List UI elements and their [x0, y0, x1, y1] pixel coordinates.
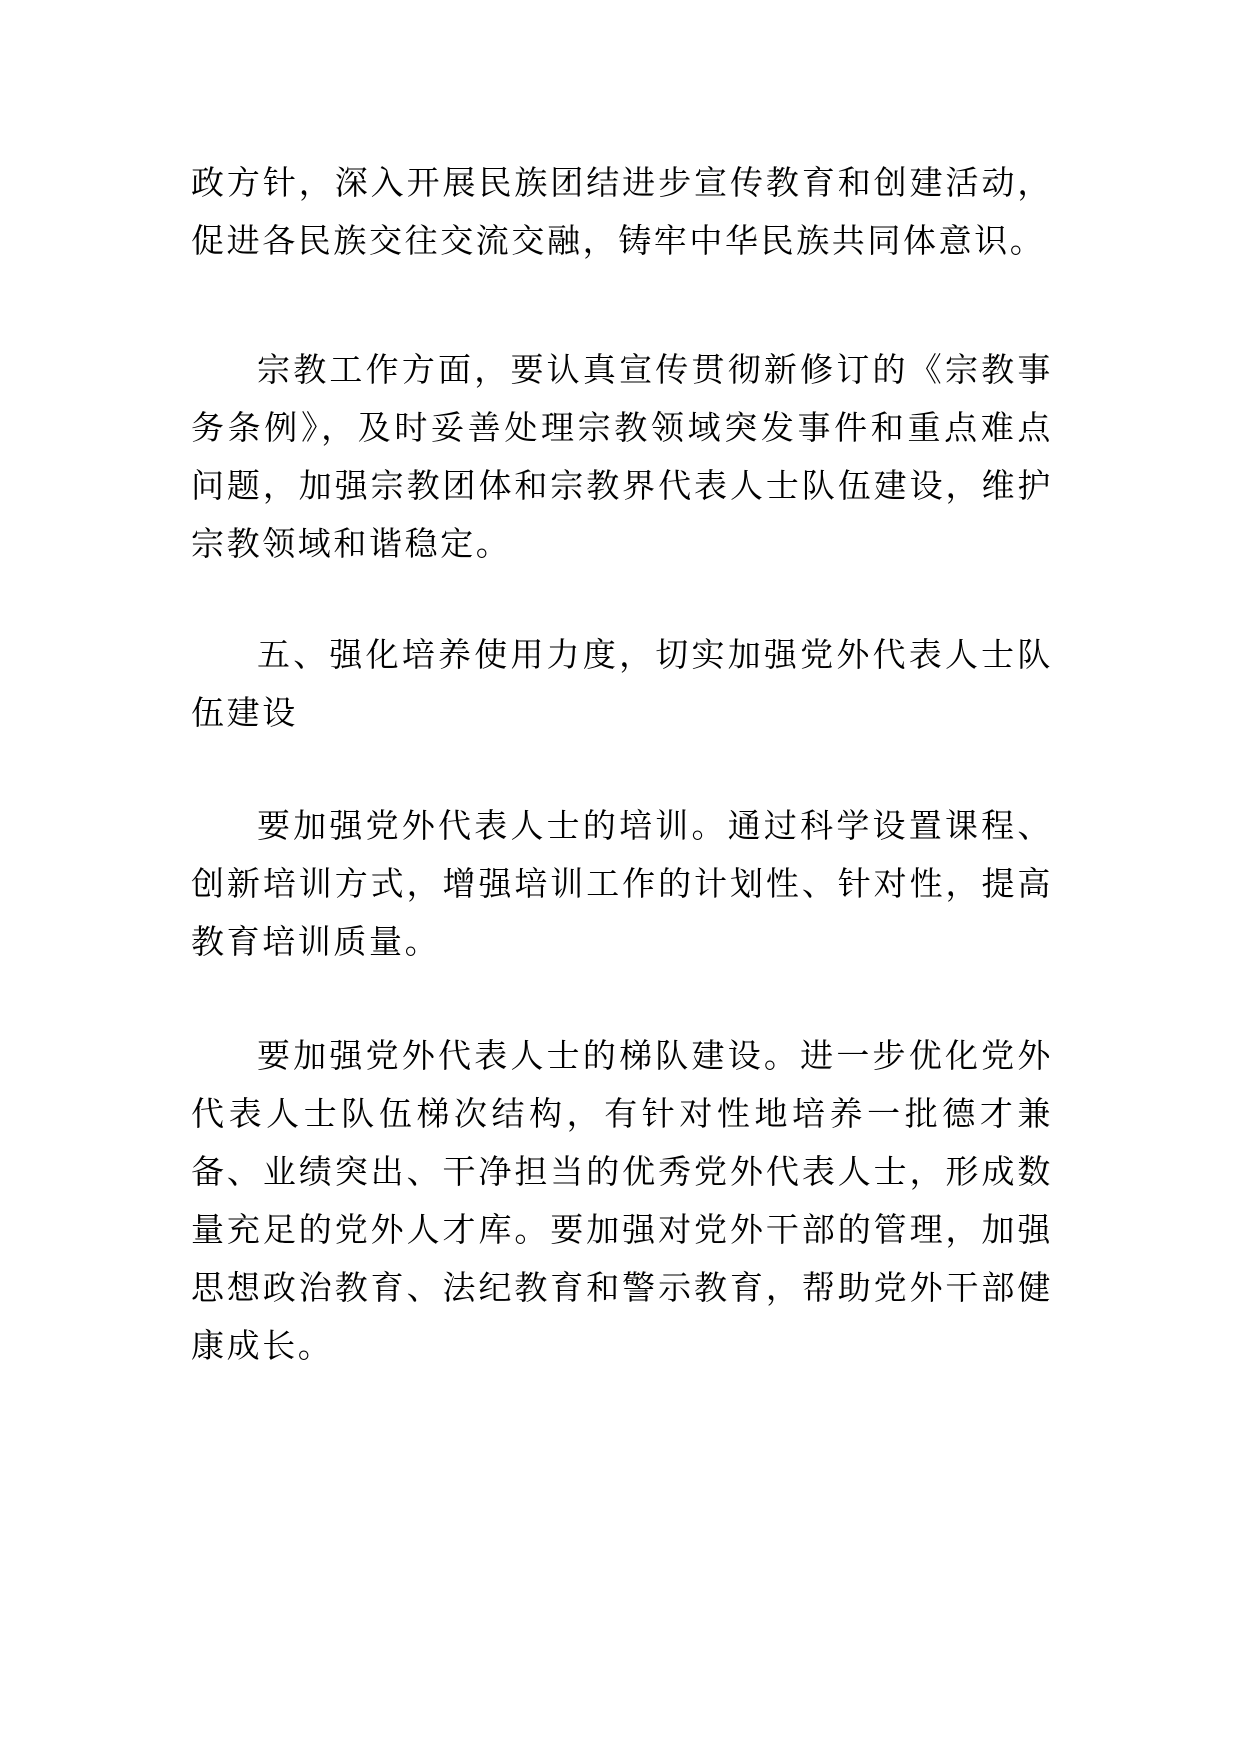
paragraph-religious-work: 宗教工作方面，要认真宣传贯彻新修订的《宗教事务条例》，及时妥善处理宗教领域突发事件和重点难点问题，加强宗教团体和宗教界代表人士队伍建设，维护宗教领域和谐稳定。 — [191, 350, 1053, 563]
section-heading-five: 五、强化培养使用力度，切实加强党外代表人士队伍建设 — [191, 635, 1053, 732]
paragraph-continuation: 政方针，深入开展民族团结进步宣传教育和创建活动，促进各民族交往交流交融，铸牢中华民族共同体意识。 — [191, 163, 1053, 260]
paragraph-echelon-building: 要加强党外代表人士的梯队建设。进一步优化党外代表人士队伍梯次结构，有针对性地培养一批德才兼备、业绩突出、干净担当的优秀党外代表人士，形成数量充足的党外人才库。要加强对党外干部的管理，加强思想政治教育、法纪教育和警示教育，帮助党外干部健康成长。 — [191, 1036, 1053, 1365]
paragraph-training: 要加强党外代表人士的培训。通过科学设置课程、创新培训方式，增强培训工作的计划性、针对性，提高教育培训质量。 — [191, 806, 1053, 961]
